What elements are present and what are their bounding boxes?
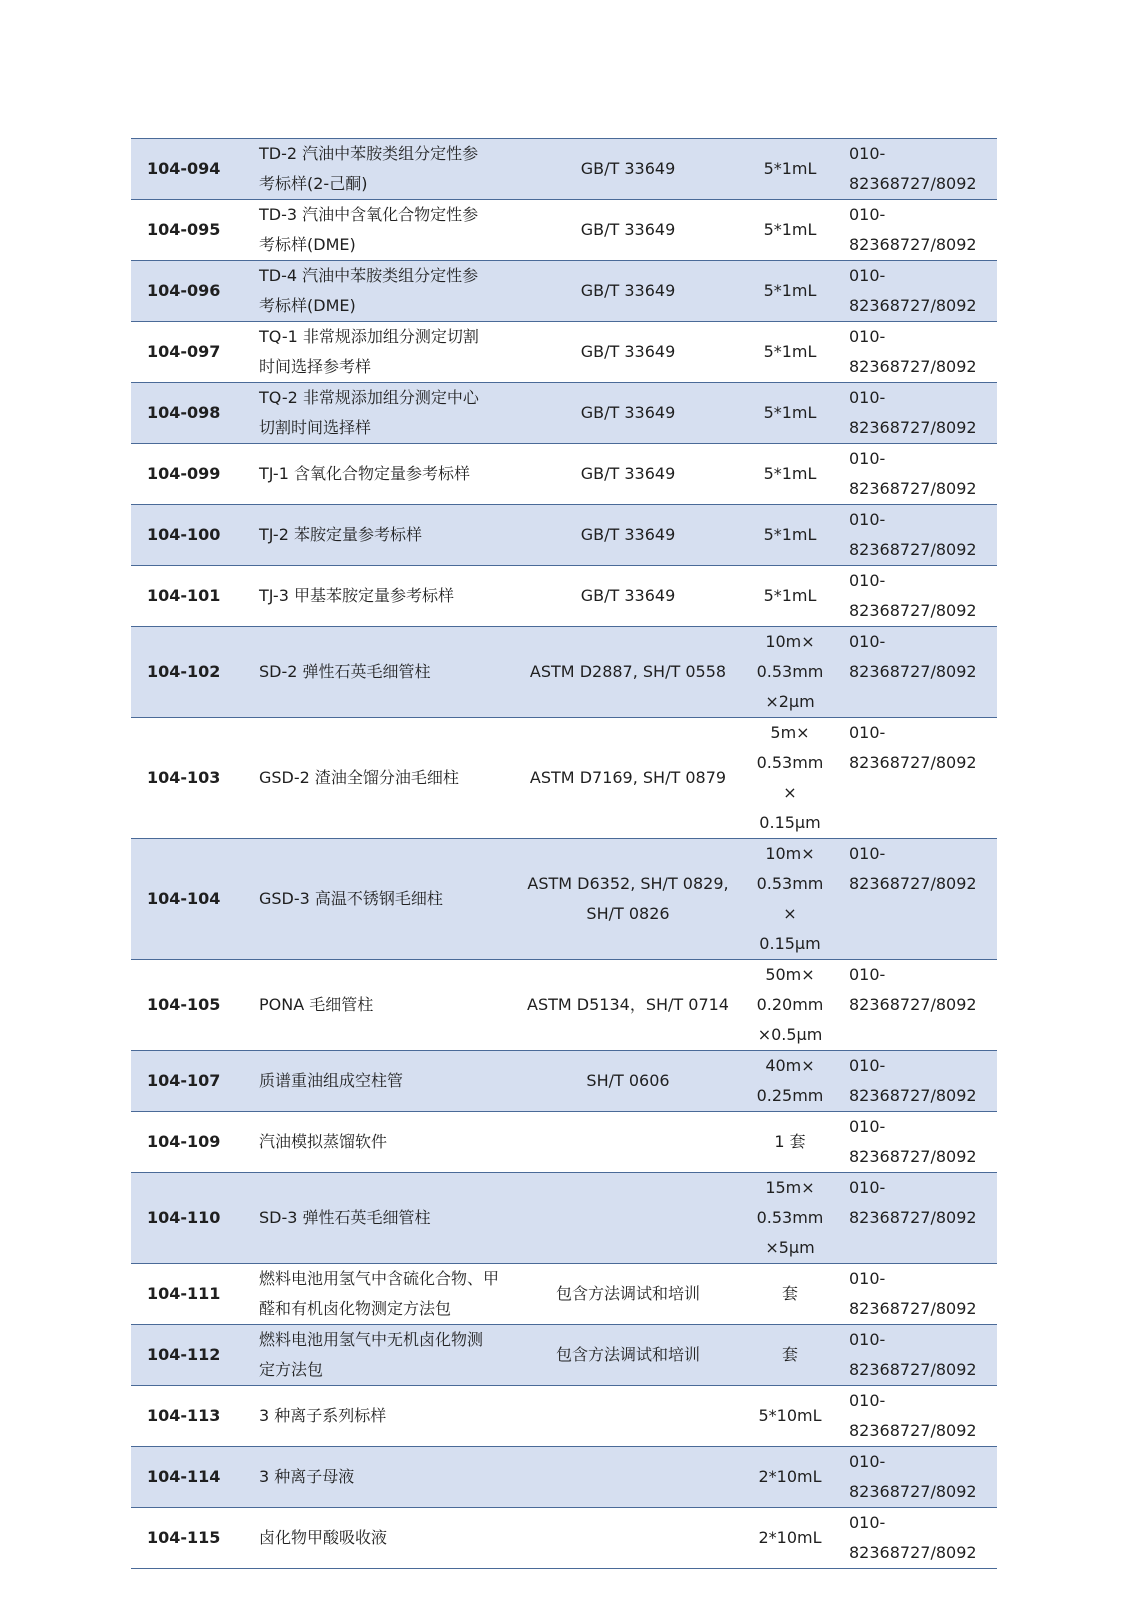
product-spec (741, 1173, 839, 1264)
product-code: 104-114 (131, 1447, 249, 1508)
product-standard-line: SH/T 0826 (586, 904, 670, 923)
product-code: 104-096 (131, 261, 249, 322)
product-spec (741, 383, 839, 444)
product-name (249, 627, 515, 718)
product-name-line: 3 种离子母液 (259, 1467, 355, 1486)
product-name-line: SD-3 弹性石英毛细管柱 (259, 1208, 431, 1227)
product-spec-line: 2*10mL (758, 1467, 822, 1486)
product-spec-line: 5*1mL (763, 159, 817, 178)
product-name-line: TJ-1 含氧化合物定量参考标样 (259, 464, 470, 483)
product-standard (515, 1173, 741, 1264)
product-spec (741, 1508, 839, 1569)
product-code: 104-098 (131, 383, 249, 444)
table-row (131, 200, 997, 261)
product-spec (741, 839, 839, 960)
product-name-line: TD-2 汽油中苯胺类组分定性参 (259, 144, 479, 163)
product-standard-line: ASTM D5134，SH/T 0714 (527, 995, 729, 1014)
table-row (131, 566, 997, 627)
product-name-line: TJ-2 苯胺定量参考标样 (259, 525, 422, 544)
product-spec-line: 10m× (765, 844, 815, 863)
contact-phone: 010-82368727/8092 (839, 322, 997, 383)
product-spec (741, 261, 839, 322)
product-standard (515, 261, 741, 322)
contact-phone: 010-82368727/8092 (839, 1386, 997, 1447)
product-standard (515, 322, 741, 383)
contact-phone: 010-82368727/8092 (839, 1173, 997, 1264)
product-standard (515, 627, 741, 718)
product-spec (741, 139, 839, 200)
table-row (131, 1447, 997, 1508)
product-code: 104-100 (131, 505, 249, 566)
product-name-line: 燃料电池用氢气中无机卤化物测 (259, 1330, 484, 1349)
product-name (249, 1173, 515, 1264)
product-code: 104-095 (131, 200, 249, 261)
table-row (131, 261, 997, 322)
product-standard-line: GB/T 33649 (580, 525, 676, 544)
contact-phone: 010-82368727/8092 (839, 1325, 997, 1386)
product-standard-line (521, 1127, 735, 1157)
contact-phone: 010-82368727/8092 (839, 718, 997, 839)
product-standard-line: GB/T 33649 (580, 342, 676, 361)
product-name-line: PONA 毛细管柱 (259, 995, 374, 1014)
product-spec (741, 1264, 839, 1325)
product-spec (741, 200, 839, 261)
product-name (249, 1508, 515, 1569)
product-name-line: TQ-2 非常规添加组分测定中心 (259, 388, 479, 407)
product-spec-line: 50m× (765, 965, 815, 984)
table-row (131, 1386, 997, 1447)
product-standard (515, 960, 741, 1051)
product-name (249, 566, 515, 627)
product-code: 104-102 (131, 627, 249, 718)
product-standard-line: ASTM D7169, SH/T 0879 (529, 768, 727, 787)
product-name-line: 燃料电池用氢气中含硫化合物、甲 (259, 1269, 500, 1288)
table-row (131, 322, 997, 383)
product-spec (741, 566, 839, 627)
contact-phone: 010-82368727/8092 (839, 444, 997, 505)
product-standard-line: GB/T 33649 (580, 159, 676, 178)
product-spec-line: 5*1mL (763, 281, 817, 300)
product-spec-line: 40m× (765, 1056, 815, 1075)
product-spec (741, 505, 839, 566)
product-name (249, 960, 515, 1051)
product-standard-line (521, 1203, 735, 1233)
product-name-line: 定方法包 (259, 1360, 324, 1379)
product-standard-line (521, 1523, 735, 1553)
product-spec-line: 5m× (770, 723, 810, 742)
product-spec-line: ×2μm (765, 692, 815, 711)
product-spec-line: 0.15μm (759, 813, 821, 832)
product-spec-line: 套 (781, 1284, 798, 1303)
product-code: 104-109 (131, 1112, 249, 1173)
product-standard (515, 200, 741, 261)
table-row (131, 139, 997, 200)
table-row (131, 1508, 997, 1569)
product-standard (515, 139, 741, 200)
product-table-body (131, 139, 997, 1569)
table-row (131, 1173, 997, 1264)
product-name-line: TD-4 汽油中苯胺类组分定性参 (259, 266, 479, 285)
product-spec (741, 718, 839, 839)
table-row (131, 505, 997, 566)
contact-phone: 010-82368727/8092 (839, 505, 997, 566)
product-spec-line: 0.53mm (756, 662, 824, 681)
product-spec-line: 10m× (765, 632, 815, 651)
product-code: 104-101 (131, 566, 249, 627)
product-spec-line: 5*10mL (758, 1406, 822, 1425)
product-name-line: 切割时间选择样 (259, 418, 372, 437)
contact-phone: 010-82368727/8092 (839, 1508, 997, 1569)
table-row (131, 444, 997, 505)
product-name (249, 139, 515, 200)
contact-phone: 010-82368727/8092 (839, 200, 997, 261)
product-standard (515, 1447, 741, 1508)
table-row (131, 718, 997, 839)
product-spec (741, 444, 839, 505)
product-code: 104-113 (131, 1386, 249, 1447)
product-code: 104-107 (131, 1051, 249, 1112)
product-name (249, 1447, 515, 1508)
product-spec (741, 627, 839, 718)
product-name-line: 考标样(DME) (259, 235, 356, 254)
product-standard-line (521, 1462, 735, 1492)
product-name-line: 卤化物甲酸吸收液 (259, 1528, 388, 1547)
product-name-line: 质谱重油组成空柱管 (259, 1071, 404, 1090)
product-standard (515, 1112, 741, 1173)
table-row (131, 383, 997, 444)
product-spec (741, 322, 839, 383)
contact-phone: 010-82368727/8092 (839, 839, 997, 960)
product-spec-line: ×0.5μm (757, 1025, 823, 1044)
product-spec-line: 15m× (765, 1178, 815, 1197)
product-name-line: 3 种离子系列标样 (259, 1406, 387, 1425)
product-standard (515, 383, 741, 444)
product-table (131, 138, 997, 1569)
contact-phone: 010-82368727/8092 (839, 383, 997, 444)
product-name-line: TQ-1 非常规添加组分测定切割 (259, 327, 479, 346)
product-code: 104-112 (131, 1325, 249, 1386)
product-spec-line: 5*1mL (763, 342, 817, 361)
product-spec-line: 0.20mm (756, 995, 824, 1014)
product-standard (515, 566, 741, 627)
product-standard (515, 718, 741, 839)
product-name-line: 时间选择参考样 (259, 357, 372, 376)
product-name (249, 261, 515, 322)
table-row (131, 960, 997, 1051)
product-name-line: 醛和有机卤化物测定方法包 (259, 1299, 452, 1318)
product-code: 104-103 (131, 718, 249, 839)
product-name-line: 考标样(2-己酮) (259, 174, 368, 193)
product-name-line: GSD-2 渣油全馏分油毛细柱 (259, 768, 459, 787)
product-standard-line: GB/T 33649 (580, 464, 676, 483)
product-spec-line: 5*1mL (763, 586, 817, 605)
product-code: 104-099 (131, 444, 249, 505)
product-spec (741, 1112, 839, 1173)
product-standard-line: GB/T 33649 (580, 403, 676, 422)
product-spec-line: 0.25mm (756, 1086, 824, 1105)
product-spec-line: 0.15μm (759, 934, 821, 953)
product-name (249, 444, 515, 505)
product-spec-line: 5*1mL (763, 220, 817, 239)
contact-phone: 010-82368727/8092 (839, 566, 997, 627)
product-name (249, 322, 515, 383)
product-code: 104-115 (131, 1508, 249, 1569)
product-name-line: SD-2 弹性石英毛细管柱 (259, 662, 431, 681)
product-code: 104-111 (131, 1264, 249, 1325)
product-standard (515, 1051, 741, 1112)
product-standard-line: 包含方法调试和培训 (555, 1284, 700, 1303)
product-code: 104-097 (131, 322, 249, 383)
product-name (249, 1264, 515, 1325)
product-standard-line: 包含方法调试和培训 (555, 1345, 700, 1364)
product-spec (741, 1325, 839, 1386)
product-spec-line: 0.53mm (756, 874, 824, 893)
product-spec-line: × (783, 904, 797, 923)
product-name (249, 718, 515, 839)
product-spec-line: × (783, 783, 797, 802)
product-code: 104-104 (131, 839, 249, 960)
product-code: 104-110 (131, 1173, 249, 1264)
product-name-line: TD-3 汽油中含氧化合物定性参 (259, 205, 479, 224)
product-standard-line: GB/T 33649 (580, 281, 676, 300)
product-spec-line: ×5μm (765, 1238, 815, 1257)
contact-phone: 010-82368727/8092 (839, 1051, 997, 1112)
product-spec-line: 5*1mL (763, 403, 817, 422)
product-name (249, 1051, 515, 1112)
product-spec-line: 5*1mL (763, 525, 817, 544)
product-spec-line: 0.53mm (756, 753, 824, 772)
product-standard-line (521, 1401, 735, 1431)
product-spec-line: 2*10mL (758, 1528, 822, 1547)
table-row (131, 839, 997, 960)
product-name-line: TJ-3 甲基苯胺定量参考标样 (259, 586, 454, 605)
product-spec (741, 1386, 839, 1447)
product-spec (741, 1051, 839, 1112)
contact-phone: 010-82368727/8092 (839, 627, 997, 718)
product-name (249, 505, 515, 566)
contact-phone: 010-82368727/8092 (839, 261, 997, 322)
product-standard (515, 444, 741, 505)
product-standard-line: ASTM D2887, SH/T 0558 (529, 662, 727, 681)
product-standard-line: SH/T 0606 (586, 1071, 670, 1090)
contact-phone: 010-82368727/8092 (839, 1447, 997, 1508)
product-name (249, 383, 515, 444)
product-name (249, 839, 515, 960)
contact-phone: 010-82368727/8092 (839, 139, 997, 200)
table-row (131, 1051, 997, 1112)
table-row (131, 1264, 997, 1325)
product-spec-line: 套 (781, 1345, 798, 1364)
product-standard (515, 1508, 741, 1569)
product-standard (515, 1325, 741, 1386)
product-name (249, 1386, 515, 1447)
product-name (249, 200, 515, 261)
product-spec-line: 0.53mm (756, 1208, 824, 1227)
product-spec (741, 1447, 839, 1508)
contact-phone: 010-82368727/8092 (839, 1112, 997, 1173)
product-name (249, 1112, 515, 1173)
contact-phone: 010-82368727/8092 (839, 1264, 997, 1325)
table-row (131, 627, 997, 718)
table-row (131, 1325, 997, 1386)
product-spec-line: 5*1mL (763, 464, 817, 483)
product-standard-line: GB/T 33649 (580, 586, 676, 605)
product-standard-line: GB/T 33649 (580, 220, 676, 239)
product-name (249, 1325, 515, 1386)
product-standard (515, 505, 741, 566)
product-standard (515, 839, 741, 960)
product-standard-line: ASTM D6352, SH/T 0829, (527, 874, 729, 893)
product-code: 104-105 (131, 960, 249, 1051)
product-standard (515, 1386, 741, 1447)
product-spec-line: 1 套 (774, 1132, 806, 1151)
product-spec (741, 960, 839, 1051)
product-name-line: GSD-3 高温不锈钢毛细柱 (259, 889, 443, 908)
product-name-line: 考标样(DME) (259, 296, 356, 315)
table-row (131, 1112, 997, 1173)
product-name-line: 汽油模拟蒸馏软件 (259, 1132, 388, 1151)
contact-phone: 010-82368727/8092 (839, 960, 997, 1051)
product-standard (515, 1264, 741, 1325)
product-code: 104-094 (131, 139, 249, 200)
